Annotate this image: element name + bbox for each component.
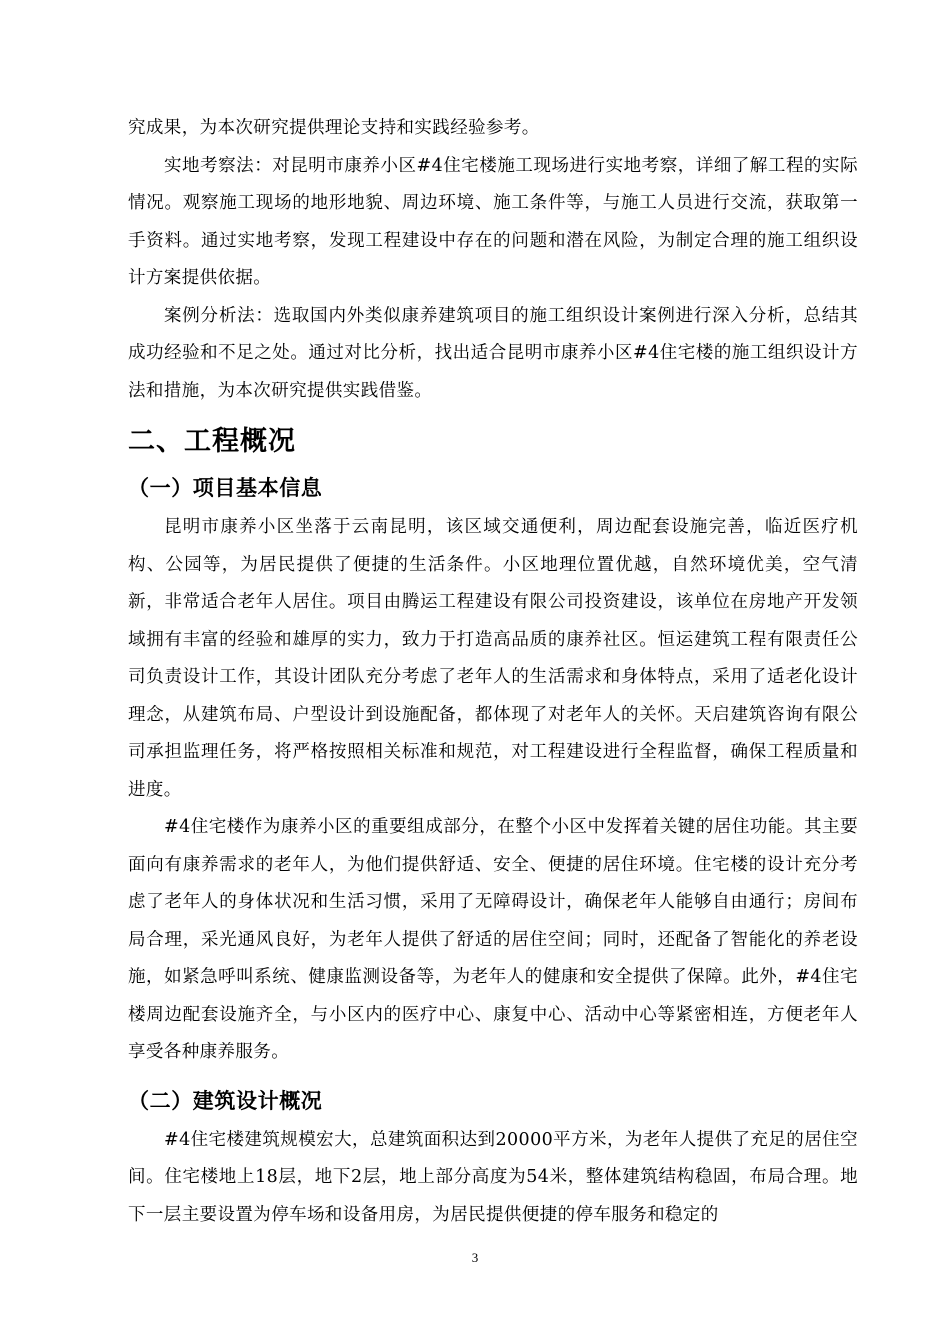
- document-page: [128, 110, 858, 1234]
- subsection-title-design-overview: （二）建筑设计概况: [128, 1088, 323, 1113]
- paragraph-field-investigation: 实地考察法：对昆明市康养小区#4住宅楼施工现场进行实地考察，详细了解工程的实际情况。观察施工现场的地形地貌、周边环境、施工条件等，与施工人员进行交流，获取第一手资料。通过实地考察，发现工程建设中存在的问题和潜在风险，为制定合理的施工组织设计方案提供依据。: [128, 155, 858, 288]
- paragraph-design-overview: #4住宅楼建筑规模宏大，总建筑面积达到20000平方米，为老年人提供了充足的居住空间。住宅楼地上18层，地下2层，地上部分高度为54米，整体建筑结构稳固，布局合理。地下一层主要设置为停车场和设备用房，为居民提供便捷的停车服务和稳定的: [128, 1129, 858, 1225]
- paragraph-project-info: 昆明市康养小区坐落于云南昆明，该区域交通便利，周边配套设施完善，临近医疗机构、公园等，为居民提供了便捷的生活条件。小区地理位置优越，自然环境优美，空气清新，非常适合老年人居住。项目由腾运工程建设有限公司投资建设，该单位在房地产开发领域拥有丰富的经验和雄厚的实力，致力于打造高品质的康养社区。恒运建筑工程有限责任公司负责设计工作，其设计团队充分考虑了老年人的生活需求和身体特点，采用了适老化设计理念，从建筑布局、户型设计到设施配备，都体现了对老年人的关怀。天启建筑咨询有限公司承担监理任务，将严格按照相关标准和规范，对工程建设进行全程监督，确保工程质量和进度。: [128, 517, 858, 800]
- paragraph-case-analysis: 案例分析法：选取国内外类似康养建筑项目的施工组织设计案例进行深入分析，总结其成功经验和不足之处。通过对比分析，找出适合昆明市康养小区#4住宅楼的施工组织设计方法和措施，为本次研究提供实践借鉴。: [128, 305, 858, 401]
- section-title: 二、工程概况: [128, 426, 296, 457]
- subsection-title-basic-info: （一）项目基本信息: [128, 476, 323, 500]
- paragraph-intro-continuation: 究成果，为本次研究提供理论支持和实践经验参考。: [128, 118, 540, 138]
- page-number: 3: [471, 1250, 479, 1265]
- paragraph-building-function: #4住宅楼作为康养小区的重要组成部分，在整个小区中发挥着关键的居住功能。其主要面向有康养需求的老年人，为他们提供舒适、安全、便捷的居住环境。住宅楼的设计充分考虑了老年人的身体状况和生活习惯，采用了无障碍设计，确保老年人能够自由通行；房间布局合理，采光通风良好，为老年人提供了舒适的居住空间；同时，还配备了智能化的养老设施，如紧急呼叫系统、健康监测设备等，为老年人的健康和安全提供了保障。此外，#4住宅楼周边配套设施齐全，与小区内的医疗中心、康复中心、活动中心等紧密相连，方便老年人享受各种康养服务。: [128, 817, 858, 1062]
